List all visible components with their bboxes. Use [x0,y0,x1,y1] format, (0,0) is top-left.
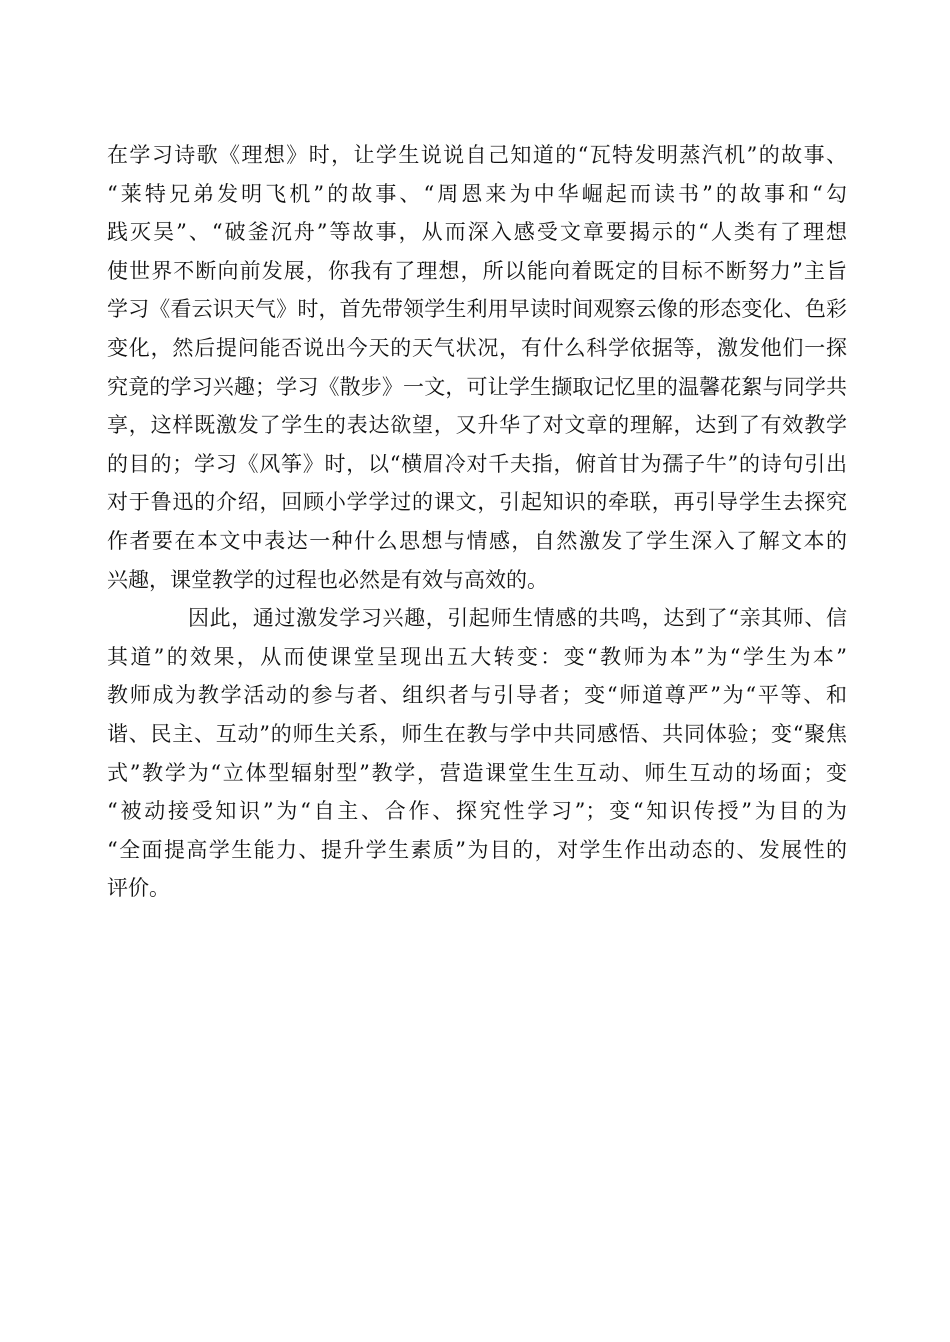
paragraph-2 [107,599,847,908]
text-line: 其道”的效果，从而使课堂呈现出五大转变：变“教师为本”为“学生为本” [107,644,847,669]
text-line: 享，这样既激发了学生的表达欲望，又升华了对文章的理解，达到了有效教学 [107,413,847,438]
text-line: 评价。 [107,876,170,901]
text-line: 式”教学为“立体型辐射型”教学，营造课堂生生互动、师生互动的场面；变 [107,760,847,785]
text-line: “全面提高学生能力、提升学生素质”为目的，对学生作出动态的、发展性的 [107,837,847,862]
paragraph-1 [107,136,847,599]
text-line: 兴趣，课堂教学的过程也必然是有效与高效的。 [107,567,548,592]
text-line: 在学习诗歌《理想》时，让学生说说自己知道的“瓦特发明蒸汽机”的故事、 [107,143,847,167]
text-line: 作者要在本文中表达一种什么思想与情感，自然激发了学生深入了解文本的 [107,528,847,553]
text-line: 究竟的学习兴趣；学习《散步》一文，可让学生撷取记忆里的温馨花絮与同学共 [107,374,847,399]
text-line: “莱特兄弟发明飞机”的故事、“周恩来为中华崛起而读书”的故事和“勾 [107,181,847,206]
text-line: 因此，通过激发学习兴趣，引起师生情感的共鸣，达到了“亲其师、信 [188,606,847,631]
text-line: 践灭吴”、“破釜沉舟”等故事，从而深入感受文章要揭示的“人类有了理想 [107,220,847,245]
text-line: 对于鲁迅的介绍，回顾小学学过的课文，引起知识的牵联，再引导学生去探究 [107,490,847,515]
text-line: “被动接受知识”为“自主、合作、探究性学习”；变“知识传授”为目的为 [107,799,847,824]
text-line: 学习《看云识天气》时，首先带领学生利用早读时间观察云像的形态变化、色彩 [107,297,847,322]
body-text [107,136,847,908]
text-line: 的目的；学习《风筝》时，以“横眉冷对千夫指，俯首甘为孺子牛”的诗句引出 [107,451,847,476]
text-line: 谐、民主、互动”的师生关系，师生在教与学中共同感悟、共同体验；变“聚焦 [107,721,847,746]
text-line: 变化，然后提问能否说出今天的天气状况，有什么科学依据等，激发他们一探 [107,335,847,360]
text-line: 教师成为教学活动的参与者、组织者与引导者；变“师道尊严”为“平等、和 [107,683,847,708]
text-line: 使世界不断向前发展，你我有了理想，所以能向着既定的目标不断努力”主旨 [107,258,847,283]
